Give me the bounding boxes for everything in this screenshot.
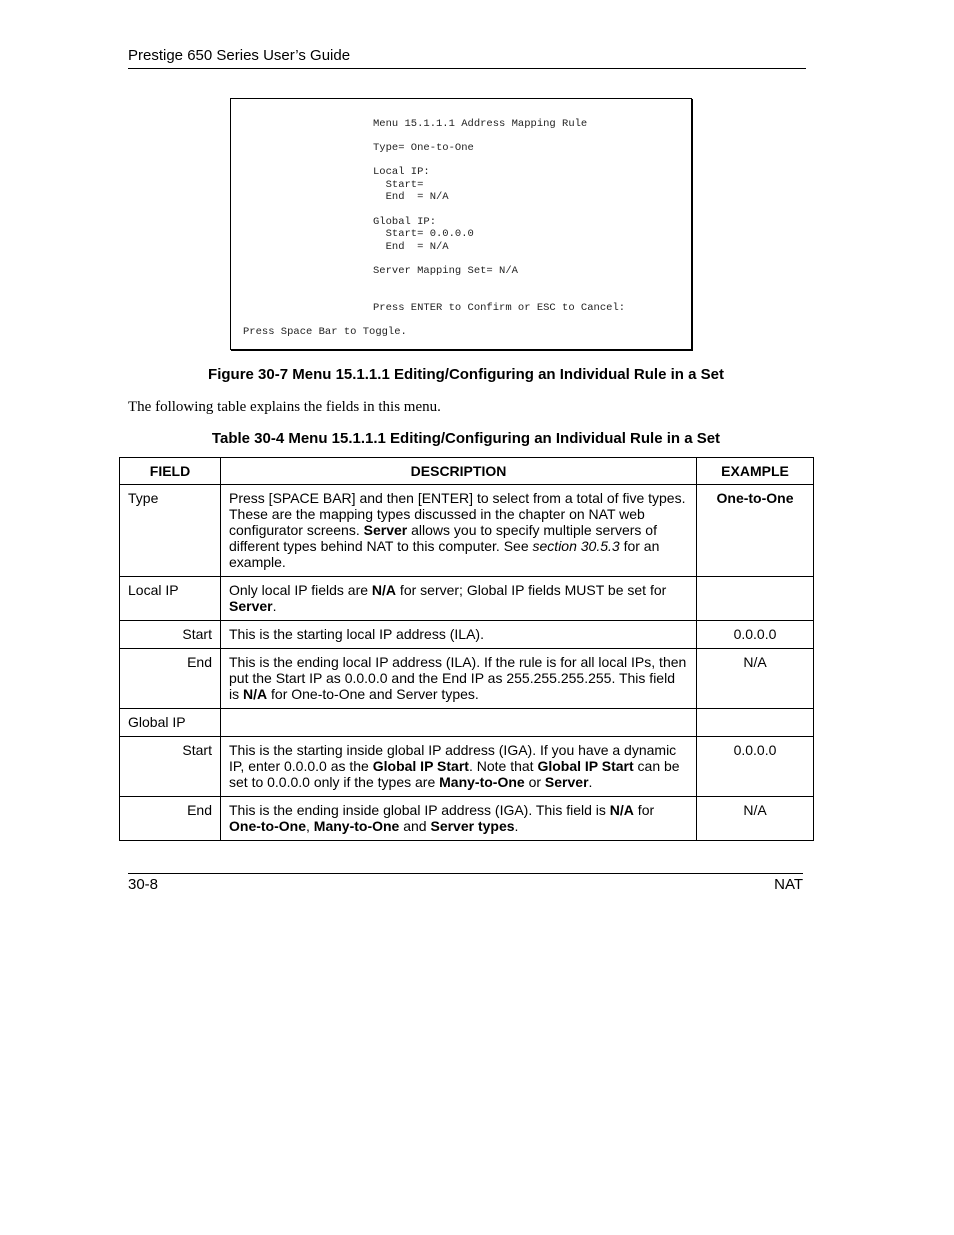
example-cell: [697, 709, 814, 737]
description-text: .: [588, 774, 593, 790]
description-text: for: [633, 802, 655, 818]
intro-paragraph: The following table explains the fields in this menu.: [128, 399, 441, 415]
bold-term: N/A: [243, 686, 268, 702]
table-caption: Table 30-4 Menu 15.1.1.1 Editing/Configuring an Individual Rule in a Set: [211, 430, 721, 447]
field-cell: Type: [120, 485, 221, 577]
page-header: [128, 47, 806, 69]
description-text: This is the starting inside global IP address (IGA). If you have a dynamic IP, enter 0.0.0.0 as the: [229, 742, 677, 774]
description-text: . Note that: [468, 758, 538, 774]
example-cell: N/A: [697, 649, 814, 709]
server-mapping-line: Server Mapping Set= N/A: [373, 265, 518, 277]
table-row: [120, 577, 814, 621]
menu-title-line: Menu 15.1.1.1 Address Mapping Rule: [373, 118, 588, 130]
local-ip-line: Local IP:: [373, 166, 430, 178]
global-ip-end-line: End = N/A: [373, 241, 449, 253]
table-row: [120, 485, 814, 577]
description-cell: [221, 485, 697, 577]
bold-term: Server: [544, 774, 589, 790]
description-text: for an example.: [229, 538, 660, 570]
table-row: [120, 621, 814, 649]
description-text: .: [514, 818, 519, 834]
global-ip-line: Global IP:: [373, 216, 437, 228]
description-cell: [221, 621, 697, 649]
table-row: [120, 709, 814, 737]
header-description: DESCRIPTION: [221, 458, 697, 485]
page-footer: [128, 873, 803, 893]
header-title: Prestige 650 Series User’s Guide: [128, 47, 351, 64]
bold-term: N/A: [371, 582, 397, 598]
description-text: Press [SPACE BAR] and then [ENTER] to select from a total of five types. These are the mapping types discussed in the chapter on NAT web configurator screens.: [229, 490, 686, 538]
confirm-prompt-line: Press ENTER to Confirm or ESC to Cancel:: [373, 302, 626, 314]
example-cell: 0.0.0.0: [697, 737, 814, 797]
local-ip-start-line: Start=: [373, 179, 424, 191]
bold-term: Many-to-One: [439, 774, 525, 790]
description-cell: [221, 797, 697, 841]
bold-term: Many-to-One: [313, 818, 400, 834]
bold-term: Global IP Start: [372, 758, 469, 774]
field-cell: Start: [120, 737, 221, 797]
description-text: This is the ending local IP address (ILA). If the rule is for all local IPs, then put the Start IP as 0.0.0.0 and the End IP as 255.255.255.255. This field is: [229, 654, 687, 702]
description-text: .: [272, 598, 277, 614]
page-number: 30-8: [128, 876, 159, 893]
description-text: ,: [306, 818, 314, 834]
bold-term: Global IP Start: [537, 758, 634, 774]
bold-term: Server: [363, 522, 408, 538]
description-text: This is the ending inside global IP address (IGA). This field is: [229, 802, 610, 818]
terminal-screen-figure: [230, 98, 692, 350]
section-name: NAT: [774, 876, 803, 893]
bold-term: Server types: [430, 818, 515, 834]
toggle-hint-line: Press Space Bar to Toggle.: [243, 326, 407, 338]
figure-caption: Figure 30-7 Menu 15.1.1.1 Editing/Configuring an Individual Rule in a Set: [208, 366, 724, 383]
description-cell: [221, 649, 697, 709]
description-text: Only local IP fields are: [229, 582, 372, 598]
type-line: Type= One-to-One: [373, 142, 474, 154]
table-row: [120, 737, 814, 797]
bold-term: Server: [229, 598, 273, 614]
description-cell: [221, 737, 697, 797]
table-row: [120, 649, 814, 709]
field-description-table: [119, 457, 814, 841]
description-text: can be set to 0.0.0.0 only if the types are: [229, 758, 680, 790]
field-cell: Local IP: [120, 577, 221, 621]
global-ip-start-line: Start= 0.0.0.0: [373, 228, 474, 240]
local-ip-end-line: End = N/A: [373, 191, 449, 203]
example-cell: [697, 577, 814, 621]
bold-term: One-to-One: [229, 818, 306, 834]
italic-reference: section 30.5.3: [532, 538, 620, 554]
header-example: EXAMPLE: [697, 458, 814, 485]
example-cell: N/A: [697, 797, 814, 841]
field-cell: Global IP: [120, 709, 221, 737]
table-row: [120, 797, 814, 841]
description-text: or: [524, 774, 545, 790]
field-cell: End: [120, 797, 221, 841]
header-field: FIELD: [120, 458, 221, 485]
table-header-row: [120, 458, 814, 485]
description-text: allows you to specify multiple servers of different types behind NAT to this computer. See: [229, 522, 657, 554]
description-text: for One-to-One and Server types.: [267, 686, 479, 702]
description-text: for server; Global IP fields MUST be set for: [396, 582, 667, 598]
description-text: This is the starting local IP address (ILA).: [229, 626, 484, 642]
description-cell: [221, 709, 697, 737]
description-cell: [221, 577, 697, 621]
field-cell: Start: [120, 621, 221, 649]
example-cell: 0.0.0.0: [697, 621, 814, 649]
bold-term: N/A: [609, 802, 634, 818]
description-text: and: [399, 818, 431, 834]
example-cell: One-to-One: [697, 485, 814, 577]
field-cell: End: [120, 649, 221, 709]
